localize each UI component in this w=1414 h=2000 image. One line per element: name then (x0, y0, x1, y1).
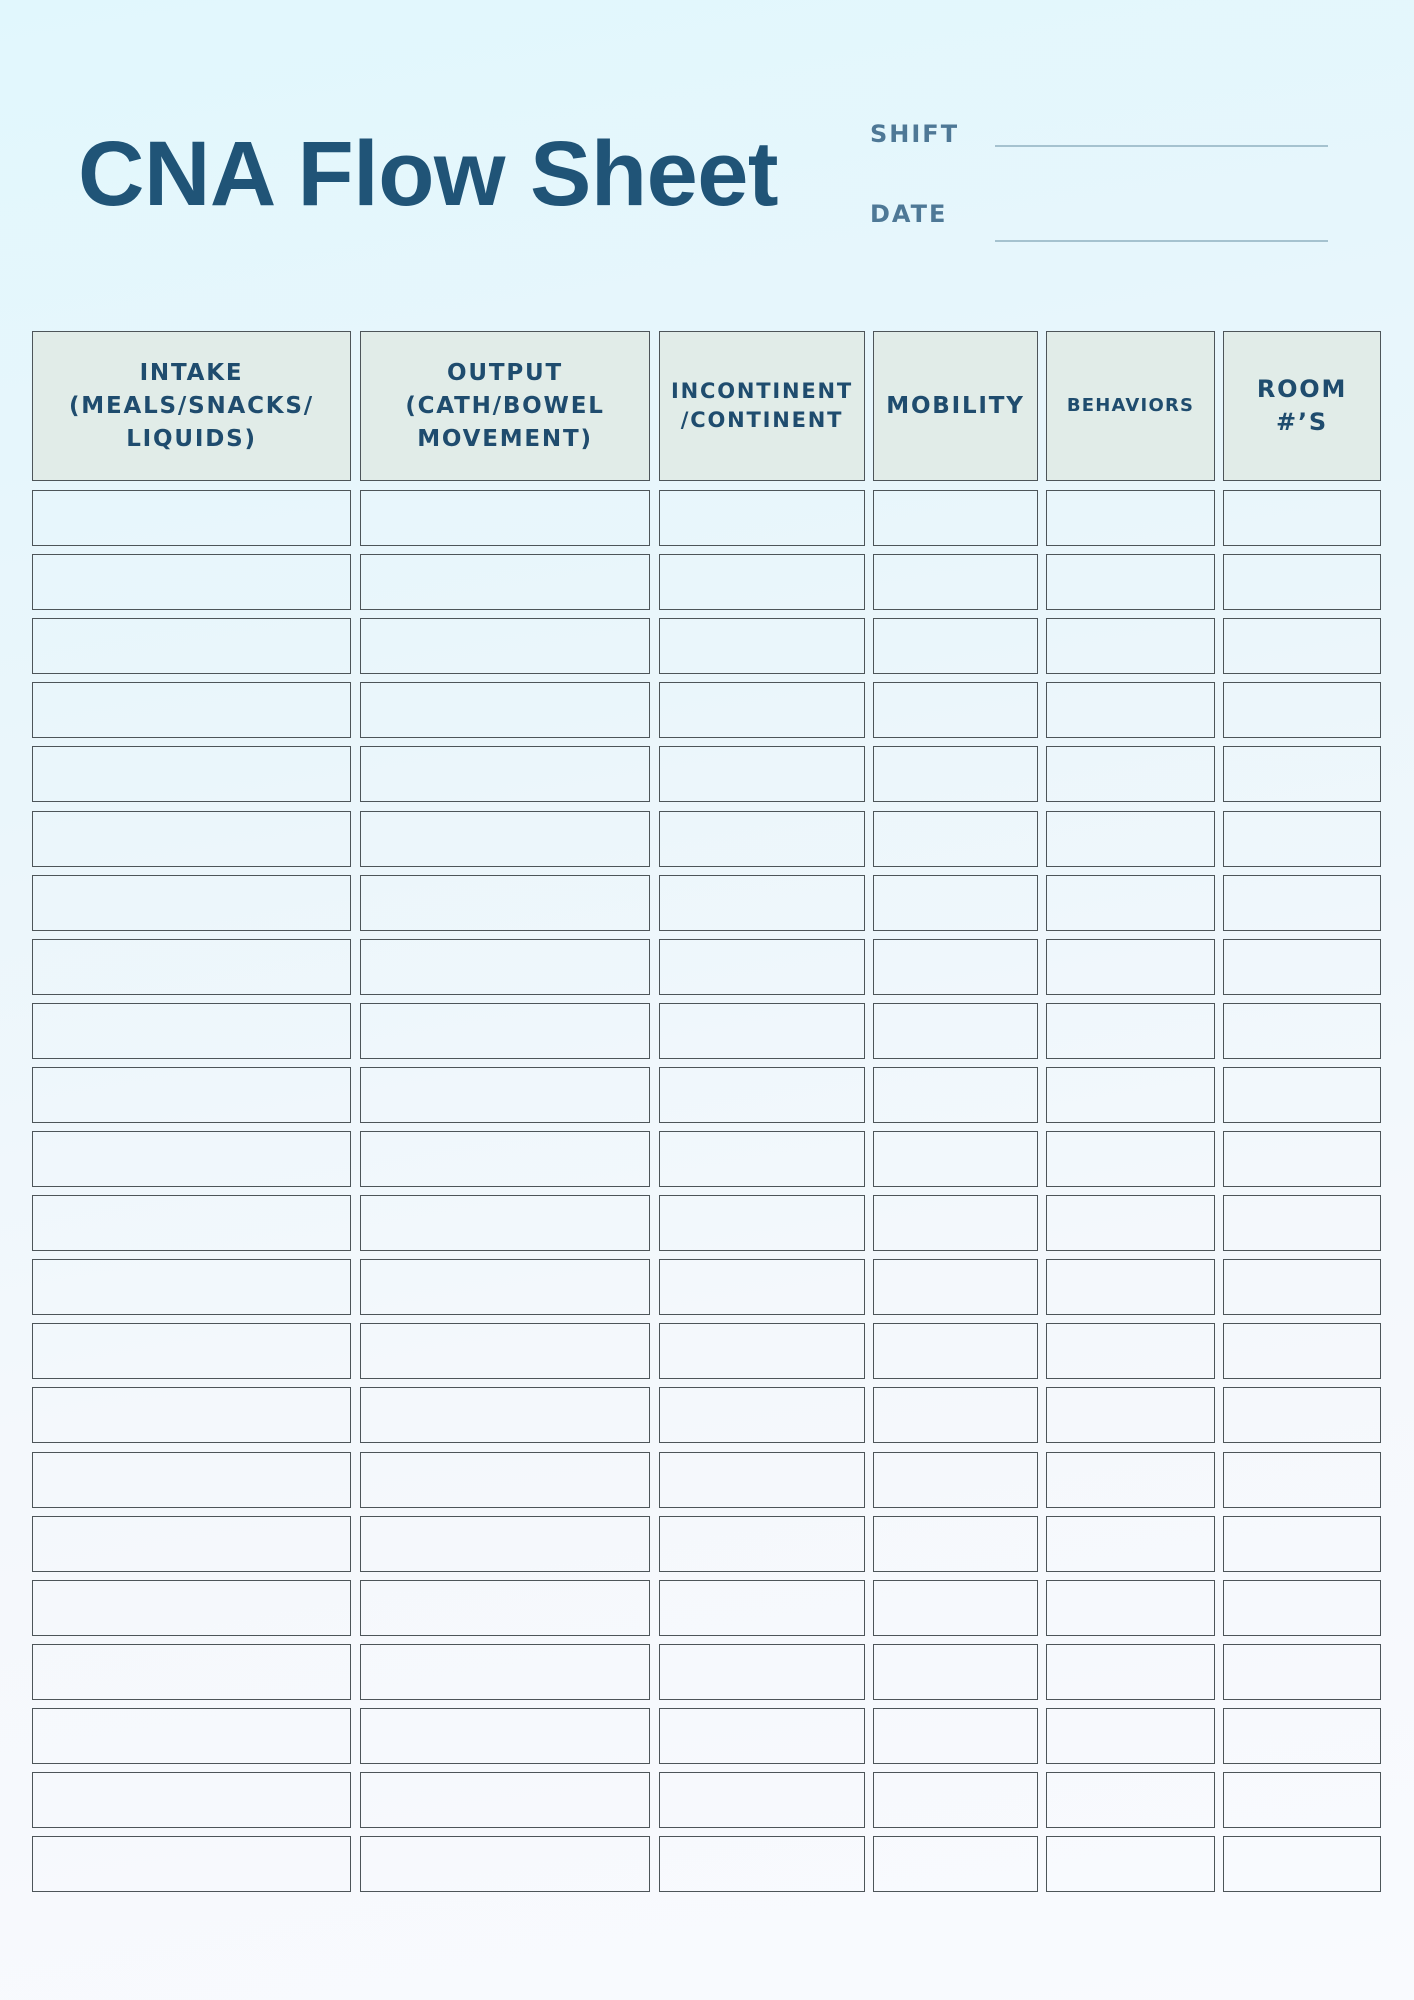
cell-intake[interactable] (32, 939, 351, 995)
header-behaviors (1046, 331, 1215, 481)
cell-continence[interactable] (659, 490, 865, 546)
cell-continence[interactable] (659, 1259, 865, 1315)
cell-mobility[interactable] (873, 1644, 1038, 1700)
cell-intake[interactable] (32, 618, 351, 674)
cell-intake[interactable] (32, 1836, 351, 1892)
header-output-label: OUTPUT (CATH/BOWEL MOVEMENT) (405, 359, 605, 452)
cell-output[interactable] (360, 875, 650, 931)
cell-output[interactable] (360, 1195, 650, 1251)
cell-room[interactable] (1223, 1516, 1381, 1572)
cell-intake[interactable] (32, 1580, 351, 1636)
cell-mobility[interactable] (873, 875, 1038, 931)
cell-continence[interactable] (659, 1323, 865, 1379)
cell-intake[interactable] (32, 554, 351, 610)
cell-intake[interactable] (32, 1644, 351, 1700)
date-label: DATE (870, 200, 948, 228)
cell-continence[interactable] (659, 1387, 865, 1443)
cell-continence[interactable] (659, 554, 865, 610)
cell-mobility[interactable] (873, 490, 1038, 546)
cell-continence[interactable] (659, 939, 865, 995)
cell-mobility[interactable] (873, 1323, 1038, 1379)
cell-room[interactable] (1223, 618, 1381, 674)
cell-output[interactable] (360, 1580, 650, 1636)
cell-room[interactable] (1223, 682, 1381, 738)
header-mobility-label: MOBILITY (886, 392, 1025, 419)
cell-continence[interactable] (659, 811, 865, 867)
cell-mobility[interactable] (873, 1067, 1038, 1123)
cell-room[interactable] (1223, 1131, 1381, 1187)
cell-continence[interactable] (659, 1708, 865, 1764)
cell-continence[interactable] (659, 1580, 865, 1636)
cell-behaviors[interactable] (1046, 618, 1215, 674)
cell-intake[interactable] (32, 811, 351, 867)
cell-mobility[interactable] (873, 1003, 1038, 1059)
header-output (360, 331, 650, 481)
cell-mobility[interactable] (873, 939, 1038, 995)
cell-intake[interactable] (32, 875, 351, 931)
cell-continence[interactable] (659, 618, 865, 674)
cell-output[interactable] (360, 1644, 650, 1700)
cell-output[interactable] (360, 1387, 650, 1443)
cell-behaviors[interactable] (1046, 811, 1215, 867)
header-intake (32, 331, 351, 481)
cell-continence[interactable] (659, 1644, 865, 1700)
cell-room[interactable] (1223, 1452, 1381, 1508)
cell-behaviors[interactable] (1046, 1836, 1215, 1892)
cell-continence[interactable] (659, 875, 865, 931)
cell-behaviors[interactable] (1046, 1259, 1215, 1315)
header-continence-label: INCONTINENT /CONTINENT (671, 379, 853, 432)
cell-room[interactable] (1223, 554, 1381, 610)
cell-room[interactable] (1223, 746, 1381, 802)
header-mobility (873, 331, 1038, 481)
cell-output[interactable] (360, 939, 650, 995)
cell-behaviors[interactable] (1046, 1003, 1215, 1059)
cell-continence[interactable] (659, 1003, 865, 1059)
cell-intake[interactable] (32, 1772, 351, 1828)
cell-behaviors[interactable] (1046, 1644, 1215, 1700)
cell-room[interactable] (1223, 939, 1381, 995)
cell-behaviors[interactable] (1046, 1131, 1215, 1187)
cell-mobility[interactable] (873, 1516, 1038, 1572)
cell-room[interactable] (1223, 1067, 1381, 1123)
cell-intake[interactable] (32, 1387, 351, 1443)
cell-behaviors[interactable] (1046, 746, 1215, 802)
cell-behaviors[interactable] (1046, 490, 1215, 546)
cell-output[interactable] (360, 746, 650, 802)
cell-intake[interactable] (32, 1708, 351, 1764)
cell-behaviors[interactable] (1046, 1195, 1215, 1251)
cell-continence[interactable] (659, 1067, 865, 1123)
cell-intake[interactable] (32, 1067, 351, 1123)
cell-behaviors[interactable] (1046, 1067, 1215, 1123)
cell-intake[interactable] (32, 1323, 351, 1379)
cell-mobility[interactable] (873, 554, 1038, 610)
header-intake-label: INTAKE (MEALS/SNACKS/ LIQUIDS) (68, 359, 314, 452)
cell-room[interactable] (1223, 1323, 1381, 1379)
cell-room[interactable] (1223, 1387, 1381, 1443)
cell-output[interactable] (360, 1323, 650, 1379)
cell-mobility[interactable] (873, 1387, 1038, 1443)
cell-intake[interactable] (32, 746, 351, 802)
cell-behaviors[interactable] (1046, 682, 1215, 738)
shift-label: SHIFT (870, 120, 960, 148)
cell-room[interactable] (1223, 490, 1381, 546)
cell-intake[interactable] (32, 1195, 351, 1251)
cell-continence[interactable] (659, 1772, 865, 1828)
cell-behaviors[interactable] (1046, 875, 1215, 931)
cell-behaviors[interactable] (1046, 1772, 1215, 1828)
cell-room[interactable] (1223, 1003, 1381, 1059)
cell-continence[interactable] (659, 682, 865, 738)
cell-output[interactable] (360, 554, 650, 610)
cell-output[interactable] (360, 1708, 650, 1764)
cell-mobility[interactable] (873, 1452, 1038, 1508)
cell-output[interactable] (360, 811, 650, 867)
cell-output[interactable] (360, 618, 650, 674)
cell-continence[interactable] (659, 1131, 865, 1187)
cell-room[interactable] (1223, 1195, 1381, 1251)
cell-mobility[interactable] (873, 746, 1038, 802)
cell-output[interactable] (360, 1131, 650, 1187)
cell-room[interactable] (1223, 875, 1381, 931)
cell-mobility[interactable] (873, 1259, 1038, 1315)
cell-room[interactable] (1223, 1644, 1381, 1700)
cell-output[interactable] (360, 1259, 650, 1315)
cell-mobility[interactable] (873, 618, 1038, 674)
date-field[interactable] (995, 240, 1328, 242)
cell-output[interactable] (360, 1516, 650, 1572)
cell-mobility[interactable] (873, 1131, 1038, 1187)
header-room (1223, 331, 1381, 481)
cell-output[interactable] (360, 1772, 650, 1828)
shift-field[interactable] (995, 145, 1328, 147)
page-title: CNA Flow Sheet (78, 123, 779, 225)
cell-output[interactable] (360, 1003, 650, 1059)
cell-output[interactable] (360, 682, 650, 738)
cell-intake[interactable] (32, 682, 351, 738)
header-continence (659, 331, 865, 481)
header-room-label: ROOM #’S (1256, 375, 1348, 436)
cell-mobility[interactable] (873, 811, 1038, 867)
cell-output[interactable] (360, 1836, 650, 1892)
cell-mobility[interactable] (873, 1708, 1038, 1764)
cell-output[interactable] (360, 1067, 650, 1123)
cell-continence[interactable] (659, 1516, 865, 1572)
cell-behaviors[interactable] (1046, 1323, 1215, 1379)
cell-mobility[interactable] (873, 1195, 1038, 1251)
cell-mobility[interactable] (873, 1772, 1038, 1828)
cell-room[interactable] (1223, 1772, 1381, 1828)
cell-behaviors[interactable] (1046, 1580, 1215, 1636)
cell-behaviors[interactable] (1046, 1452, 1215, 1508)
cell-behaviors[interactable] (1046, 1516, 1215, 1572)
cell-continence[interactable] (659, 1452, 865, 1508)
cell-behaviors[interactable] (1046, 1708, 1215, 1764)
cell-room[interactable] (1223, 1836, 1381, 1892)
cell-room[interactable] (1223, 1259, 1381, 1315)
cell-output[interactable] (360, 490, 650, 546)
header-behaviors-label: BEHAVIORS (1066, 395, 1195, 416)
cell-intake[interactable] (32, 1516, 351, 1572)
cell-intake[interactable] (32, 490, 351, 546)
cell-room[interactable] (1223, 1708, 1381, 1764)
cell-behaviors[interactable] (1046, 1387, 1215, 1443)
cell-output[interactable] (360, 1452, 650, 1508)
cell-room[interactable] (1223, 1580, 1381, 1636)
cell-intake[interactable] (32, 1131, 351, 1187)
cell-intake[interactable] (32, 1003, 351, 1059)
cell-mobility[interactable] (873, 682, 1038, 738)
cell-mobility[interactable] (873, 1580, 1038, 1636)
cell-behaviors[interactable] (1046, 554, 1215, 610)
cell-room[interactable] (1223, 811, 1381, 867)
cell-continence[interactable] (659, 1836, 865, 1892)
cell-intake[interactable] (32, 1452, 351, 1508)
cell-behaviors[interactable] (1046, 939, 1215, 995)
cell-intake[interactable] (32, 1259, 351, 1315)
cell-continence[interactable] (659, 746, 865, 802)
cell-continence[interactable] (659, 1195, 865, 1251)
cell-mobility[interactable] (873, 1836, 1038, 1892)
